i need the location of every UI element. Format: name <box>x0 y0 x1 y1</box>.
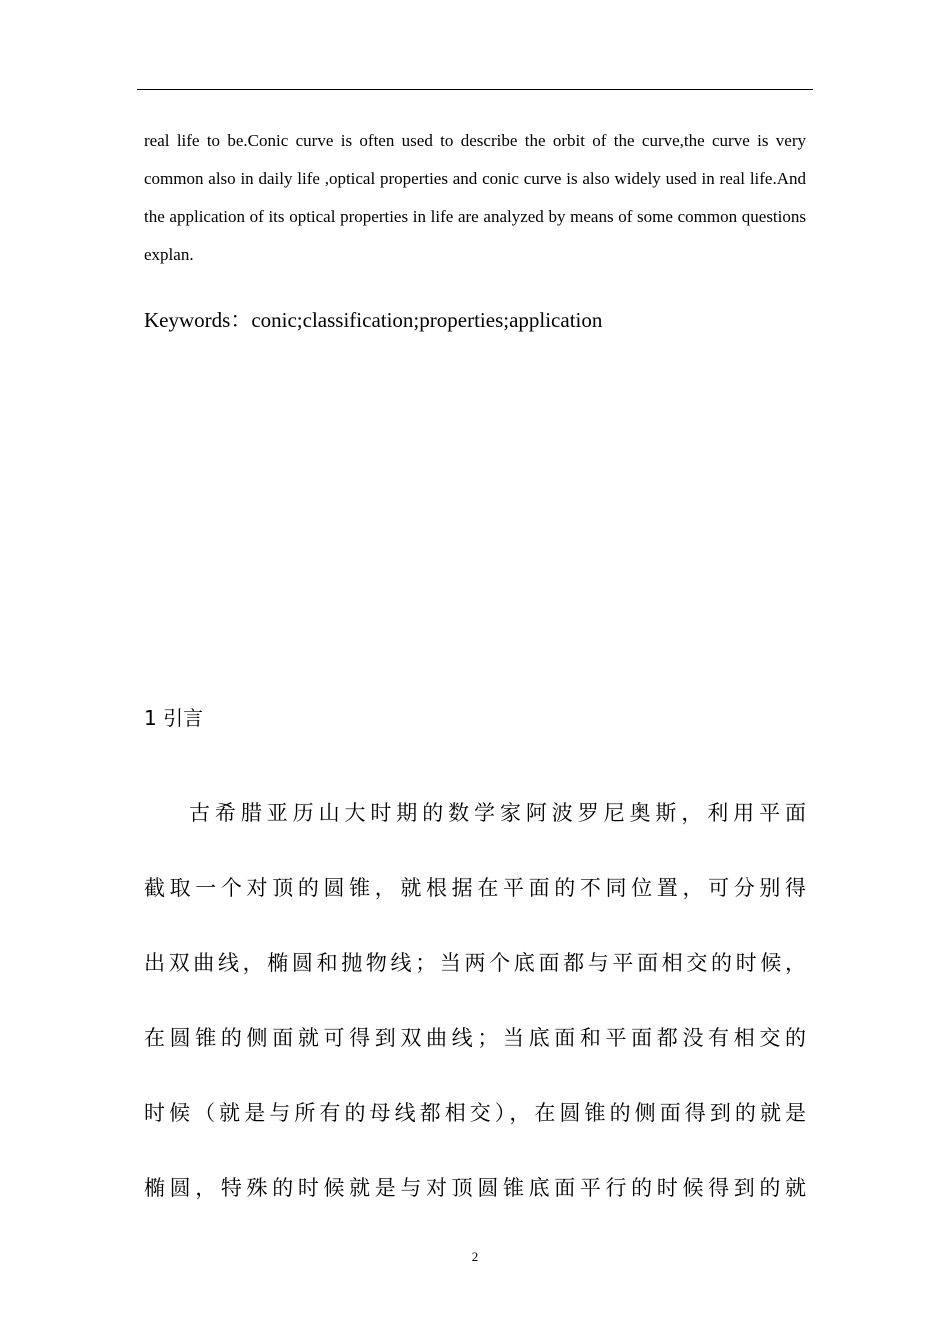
body-line: 出双曲线，椭圆和抛物线；当两个底面都与平面相交的时候， <box>144 951 806 975</box>
section-heading: 1 引言 <box>144 706 204 730</box>
body-line: 时候（就是与所有的母线都相交），在圆锥的侧面得到的就是 <box>144 1101 806 1125</box>
body-line: 在圆锥的侧面就可得到双曲线；当底面和平面都没有相交的 <box>144 1026 806 1050</box>
body-paragraph <box>144 790 806 1240</box>
body-line: 截取一个对顶的圆锥，就根据在平面的不同位置，可分别得 <box>144 876 806 900</box>
keywords-line <box>144 304 806 336</box>
keywords-label: Keywords： <box>144 308 252 332</box>
page-number: 2 <box>471 1249 479 1264</box>
keywords-value: conic;classification;properties;application <box>251 308 603 332</box>
body-line: 椭圆，特殊的时候就是与对顶圆锥底面平行的时候得到的就 <box>144 1176 806 1200</box>
body-line: 古希腊亚历山大时期的数学家阿波罗尼奥斯，利用平面 <box>189 801 806 825</box>
header-rule <box>137 89 813 90</box>
abstract-paragraph: real life to be.Conic curve is often used to describe the orbit of the curve,the curve is very common also in daily life ,optical properties and conic curve is also widely used in real life.And the application of its optical properties in life are analyzed by means of some common questions explan. <box>144 131 806 264</box>
